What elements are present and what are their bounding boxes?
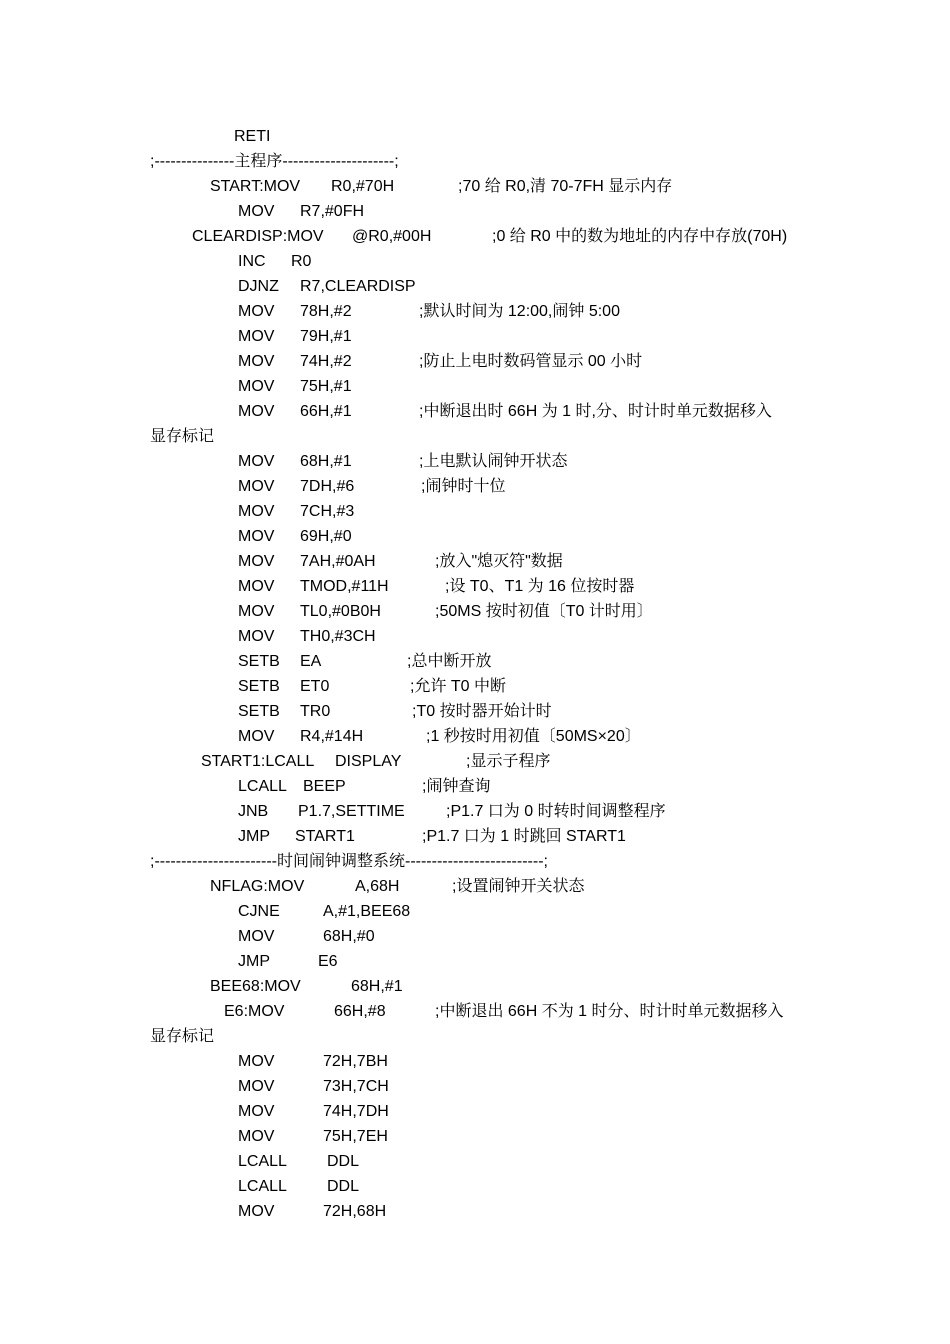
code-operand: TMOD,#11H — [300, 578, 389, 595]
code-instruction: CJNE — [238, 903, 280, 920]
code-comment: ;设 T0、T1 为 16 位按时器 — [445, 578, 635, 595]
code-comment: ;设置闹钟开关状态 — [452, 878, 585, 895]
code-operand: @R0,#00H — [352, 228, 432, 245]
code-operand: R7,CLEARDISP — [300, 278, 416, 295]
code-comment: 显存标记 — [150, 428, 215, 445]
code-operand: START1 — [295, 828, 355, 845]
code-operand: 7DH,#6 — [300, 478, 355, 495]
code-operand: DDL — [327, 1153, 360, 1170]
code-line — [0, 1074, 950, 1099]
code-line — [0, 299, 950, 324]
code-line — [0, 1024, 950, 1049]
code-line — [0, 399, 950, 424]
code-operand: R4,#14H — [300, 728, 364, 745]
code-line — [0, 749, 950, 774]
code-line — [0, 724, 950, 749]
code-operand: 72H,68H — [323, 1203, 387, 1220]
code-instruction: LCALL — [238, 1153, 287, 1170]
code-label: NFLAG: — [210, 878, 268, 895]
code-instruction: MOV — [238, 728, 275, 745]
code-instruction: MOV — [238, 1103, 275, 1120]
code-line — [0, 774, 950, 799]
code-operand: DISPLAY — [335, 753, 402, 770]
code-instruction: MOV — [238, 378, 275, 395]
code-operand: EA — [300, 653, 322, 670]
code-comment: ;50MS 按时初值〔T0 计时用〕 — [435, 603, 653, 620]
code-comment: ;闹钟查询 — [422, 778, 491, 795]
code-operand: 73H,7CH — [323, 1078, 389, 1095]
code-comment: ;0 给 R0 中的数为地址的内存中存放(70H) — [492, 228, 788, 245]
code-line — [0, 174, 950, 199]
code-line — [0, 949, 950, 974]
code-line — [0, 674, 950, 699]
code-comment: ;默认时间为 12:00,闹钟 5:00 — [419, 303, 620, 320]
code-instruction: MOV — [238, 553, 275, 570]
code-line — [0, 1199, 950, 1224]
code-line — [0, 599, 950, 624]
code-label: START: — [210, 178, 264, 195]
code-line — [0, 324, 950, 349]
code-operand: 72H,7BH — [323, 1053, 388, 1070]
code-comment: ;防止上电时数码管显示 00 小时 — [419, 353, 643, 370]
code-instruction: MOV — [263, 178, 301, 195]
code-line — [0, 824, 950, 849]
code-line — [0, 1174, 950, 1199]
code-operand: R7,#0FH — [300, 203, 365, 220]
code-comment: ;中断退出 66H 不为 1 时分、时计时单元数据移入 — [435, 1003, 784, 1020]
code-operand: R0,#70H — [331, 178, 395, 195]
code-comment: ;显示子程序 — [466, 753, 551, 770]
code-operand: 66H,#1 — [300, 403, 352, 420]
code-instruction: MOV — [238, 1078, 275, 1095]
code-instruction: RETI — [234, 128, 271, 145]
code-instruction: JNB — [238, 803, 269, 820]
code-instruction: SETB — [238, 703, 280, 720]
code-line — [0, 249, 950, 274]
code-operand: 79H,#1 — [300, 328, 352, 345]
code-instruction: MOV — [238, 578, 275, 595]
code-comment: ;中断退出时 66H 为 1 时,分、时计时单元数据移入 — [419, 403, 772, 420]
code-label: START1: — [201, 753, 266, 770]
code-operand: 68H,#0 — [323, 928, 375, 945]
code-operand: 69H,#0 — [300, 528, 352, 545]
code-instruction: MOV — [238, 353, 275, 370]
code-operand: DDL — [327, 1178, 360, 1195]
code-line — [0, 1049, 950, 1074]
code-operand: 75H,7EH — [323, 1128, 388, 1145]
code-line — [0, 374, 950, 399]
code-line — [0, 549, 950, 574]
code-instruction: JMP — [238, 828, 270, 845]
code-line — [0, 524, 950, 549]
code-comment: ;-----------------------时间闹钟调整系统--------------------------; — [150, 853, 548, 870]
code-operand: 75H,#1 — [300, 378, 352, 395]
code-line — [0, 1099, 950, 1124]
code-comment: ;1 秒按时用初值〔50MS×20〕 — [426, 728, 641, 745]
code-operand: 74H,#2 — [300, 353, 352, 370]
code-line — [0, 624, 950, 649]
code-comment: ;上电默认闹钟开状态 — [419, 453, 568, 470]
code-line — [0, 574, 950, 599]
code-line — [0, 449, 950, 474]
code-comment: ;---------------主程序---------------------; — [150, 153, 399, 170]
code-operand: E6 — [318, 953, 338, 970]
code-line — [0, 499, 950, 524]
code-line — [0, 199, 950, 224]
code-operand: 74H,7DH — [323, 1103, 389, 1120]
code-line — [0, 699, 950, 724]
code-instruction: LCALL — [238, 1178, 287, 1195]
code-instruction: MOV — [238, 628, 275, 645]
code-comment: ;T0 按时器开始计时 — [412, 703, 552, 720]
code-operand: 68H,#1 — [300, 453, 352, 470]
code-instruction: MOV — [238, 503, 275, 520]
code-operand: A,68H — [355, 878, 400, 895]
code-line — [0, 924, 950, 949]
code-line — [0, 274, 950, 299]
code-instruction: MOV — [248, 1003, 285, 1020]
code-instruction: MOV — [238, 403, 275, 420]
code-instruction: MOV — [238, 928, 275, 945]
code-operand: 66H,#8 — [334, 1003, 386, 1020]
code-instruction: SETB — [238, 653, 280, 670]
code-line — [0, 974, 950, 999]
code-line — [0, 1124, 950, 1149]
code-instruction: MOV — [238, 528, 275, 545]
code-operand: 7AH,#0AH — [300, 553, 376, 570]
code-instruction: MOV — [238, 1128, 275, 1145]
code-comment: ;闹钟时十位 — [421, 478, 506, 495]
code-comment: ;70 给 R0,清 70-7FH 显示内存 — [458, 178, 673, 195]
code-instruction: DJNZ — [238, 278, 279, 295]
code-label: BEE68: — [210, 978, 265, 995]
code-line — [0, 424, 950, 449]
code-instruction: MOV — [267, 878, 305, 895]
code-instruction: MOV — [238, 203, 275, 220]
code-instruction: JMP — [238, 953, 270, 970]
code-comment: ;允许 T0 中断 — [410, 678, 507, 695]
code-line — [0, 849, 950, 874]
code-line — [0, 999, 950, 1024]
code-operand: P1.7,SETTIME — [298, 803, 405, 820]
code-instruction: MOV — [238, 1203, 275, 1220]
code-operand: TL0,#0B0H — [300, 603, 381, 620]
code-instruction: MOV — [238, 603, 275, 620]
code-line — [0, 874, 950, 899]
code-line — [0, 124, 950, 149]
code-line — [0, 474, 950, 499]
code-instruction: INC — [238, 253, 266, 270]
code-instruction: MOV — [238, 328, 275, 345]
code-instruction: MOV — [264, 978, 301, 995]
code-operand: TH0,#3CH — [300, 628, 376, 645]
code-instruction: LCALL — [265, 753, 315, 770]
code-operand: A,#1,BEE68 — [323, 903, 411, 920]
code-operand: ET0 — [300, 678, 330, 695]
code-instruction: MOV — [238, 453, 275, 470]
code-line — [0, 899, 950, 924]
code-operand: 78H,#2 — [300, 303, 352, 320]
code-comment: 显存标记 — [150, 1028, 215, 1045]
code-operand: R0 — [291, 253, 312, 270]
code-line — [0, 799, 950, 824]
code-line — [0, 1149, 950, 1174]
code-label: E6: — [224, 1003, 249, 1020]
code-instruction: MOV — [287, 228, 324, 245]
code-comment: ;放入"熄灭符"数据 — [435, 553, 563, 570]
code-label: CLEARDISP: — [192, 228, 288, 245]
code-comment: ;总中断开放 — [407, 653, 492, 670]
code-instruction: SETB — [238, 678, 280, 695]
code-operand: TR0 — [300, 703, 331, 720]
code-instruction: MOV — [238, 478, 275, 495]
code-line — [0, 349, 950, 374]
code-line — [0, 649, 950, 674]
code-instruction: MOV — [238, 303, 275, 320]
code-operand: BEEP — [303, 778, 346, 795]
code-instruction: MOV — [238, 1053, 275, 1070]
code-line — [0, 224, 950, 249]
code-comment: ;P1.7 口为 0 时转时间调整程序 — [446, 803, 666, 820]
code-operand: 68H,#1 — [351, 978, 403, 995]
code-instruction: LCALL — [238, 778, 287, 795]
code-operand: 7CH,#3 — [300, 503, 355, 520]
code-comment: ;P1.7 口为 1 时跳回 START1 — [422, 828, 626, 845]
code-line — [0, 149, 950, 174]
